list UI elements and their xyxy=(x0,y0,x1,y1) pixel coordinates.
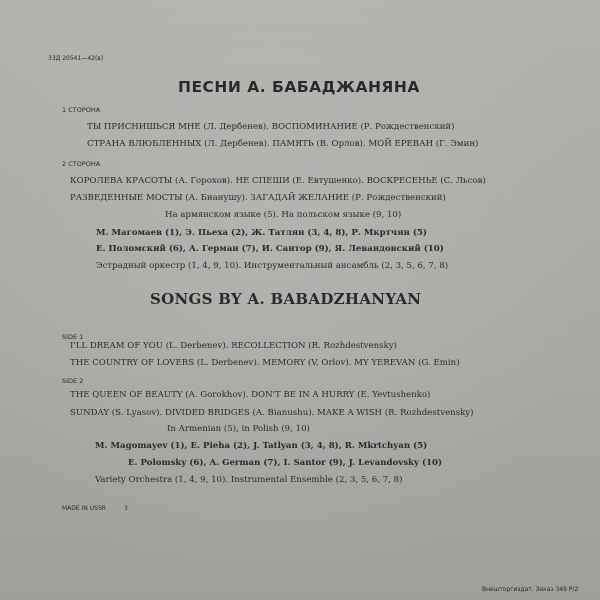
side2-tracks-line1-russian: КОРОЛЕВА КРАСОТЫ (А. Горохов). НЕ СПЕШИ (Е. Евтушенко). ВОСКРЕСЕНЬЕ (С. Льсов) xyxy=(70,176,486,186)
side2-tracks-line2-russian: РАЗВЕДЕННЫЕ МОСТЫ (А. Бианушу). ЗАГАДАЙ ЖЕЛАНИЕ (Р. Рождественский) xyxy=(70,193,446,203)
performers-line2-english: E. Polomsky (6), A. German (7), I. Santor (9), J. Levandovsky (10) xyxy=(128,458,443,468)
languages-russian: На армянском языке (5). На польском языке (9, 10) xyxy=(165,210,402,220)
catalog-number: 33Д 20541—42(в) xyxy=(48,55,104,62)
side1-label-russian: 1 СТОРОНА xyxy=(62,106,101,114)
languages-english: In Armenian (5), in Polish (9, 10) xyxy=(167,424,310,434)
performers-line1-english: M. Magomayev (1), E. Pieha (2), J. Tatlyan (3, 4, 8), R. Mkrtchyan (5) xyxy=(95,441,428,451)
side1-label-english: SIDE 1 xyxy=(62,333,84,341)
performers-line1-russian: М. Магомаев (1), Э. Пьеха (2), Ж. Татлян (3, 4, 8), Р. Мкртчян (5) xyxy=(96,228,427,238)
side1-tracks-line2-english: THE COUNTRY OF LOVERS (L. Derbenev). MEMORY (V. Orlov). MY YEREVAN (G. Emin) xyxy=(70,358,460,368)
side2-tracks-line2-english: SUNDAY (S. Lyasov). DIVIDED BRIDGES (A. Bianushu). MAKE A WISH (R. Rozhdestvensky) xyxy=(70,408,474,418)
made-in-number: 3 xyxy=(124,505,128,512)
publisher-footer: Внешторгиздат. Заказ 349 Р/2 xyxy=(482,586,579,593)
side1-tracks-line1-russian: ТЫ ПРИСНИШЬСЯ МНЕ (Л. Дербенев). ВОСПОМИНАНИЕ (Р. Рождественский) xyxy=(87,122,455,132)
side1-tracks-line1-english: I'LL DREAM OF YOU (L. Derbenev). RECOLLECTION (R. Rozhdestvensky) xyxy=(70,341,397,351)
orchestra-english: Variety Orchestra (1, 4, 9, 10). Instrumental Ensemble (2, 3, 5, 6, 7, 8) xyxy=(95,475,403,485)
side1-tracks-line2-russian: СТРАНА ВЛЮБЛЕННЫХ (Л. Дербенев). ПАМЯТЬ (В. Орлов). МОЙ ЕРЕВАН (Г. Эмин) xyxy=(87,139,479,149)
side2-label-russian: 2 СТОРОНА xyxy=(62,160,101,168)
title-english: SONGS BY A. BABADZHANYAN xyxy=(150,290,422,308)
side2-tracks-line1-english: THE QUEEN OF BEAUTY (A. Gorokhov). DON'T BE IN A HURRY (E. Yevtushenko) xyxy=(70,390,431,400)
title-russian: ПЕСНИ А. БАБАДЖАНЯНА xyxy=(178,78,420,96)
performers-line2-russian: Е. Поломский (6), А. Герман (7), И. Сантор (9), Я. Левандовский (10) xyxy=(96,244,444,254)
side2-label-english: SIDE 2 xyxy=(62,377,84,385)
orchestra-russian: Эстрадный оркестр (1, 4, 9, 10). Инструментальный ансамбль (2, 3, 5, 6, 7, 8) xyxy=(96,261,449,271)
made-in-ussr: MADE IN USSR xyxy=(62,505,106,512)
